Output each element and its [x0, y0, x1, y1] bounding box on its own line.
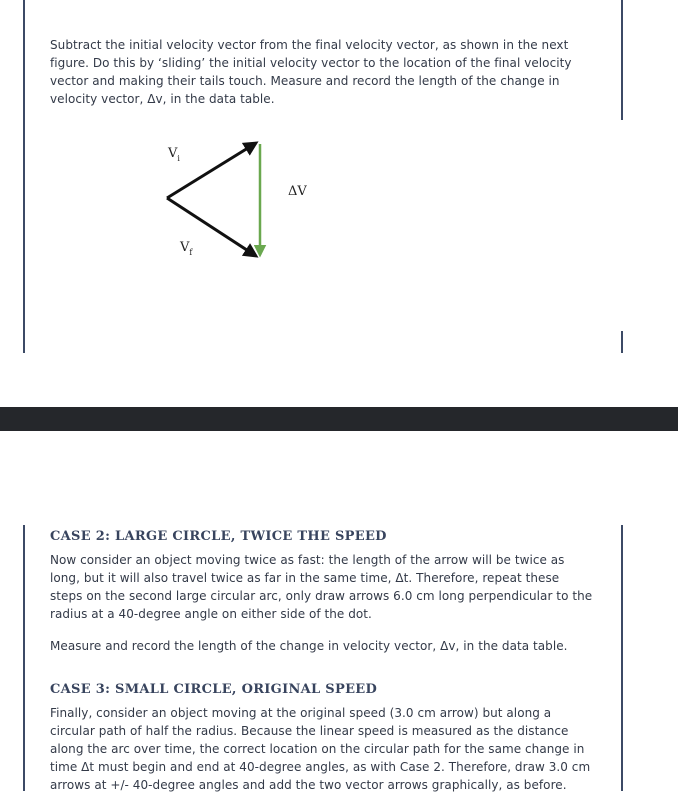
- page2-right-border: [621, 525, 623, 791]
- initial-velocity-vector: [167, 143, 256, 198]
- case3-heading: CASE 3: SMALL CIRCLE, ORIGINAL SPEED: [50, 682, 378, 697]
- label-delta-v: ΔV: [288, 184, 307, 199]
- page2-left-border: [23, 525, 25, 791]
- label-vi: $V_i$: [168, 146, 180, 163]
- case2-paragraph: Now consider an object moving twice as fast: the length of the arrow will be twice as long, but it will also travel twice as far in the same time, Δt. Therefore, repeat these steps on the second large circular arc, only draw arrows 6.0 cm long perpendicular to the radius at a 40-degree angle on either side of the dot.: [50, 553, 593, 621]
- case2-measure-paragraph: Measure and record the length of the change in velocity vector, Δv, in the data table.: [50, 639, 568, 653]
- page-separator-band: [0, 407, 678, 431]
- vector-subtraction-figure: [150, 135, 350, 275]
- label-vf: $V_f$: [180, 240, 193, 257]
- page1-left-border: [23, 0, 25, 353]
- page1-right-border-tick: [621, 331, 623, 353]
- instructions-paragraph: Subtract the initial velocity vector from the final velocity vector, as shown in the next figure. Do this by ‘sliding’ the initial velocity vector to the location of the final velocity vector and making their tails touch. Measure and record the length of the change in velocity vector, Δv, in the data table.: [50, 38, 572, 106]
- case2-heading: CASE 2: LARGE CIRCLE, TWICE THE SPEED: [50, 529, 387, 544]
- case3-paragraph: Finally, consider an object moving at the original speed (3.0 cm arrow) but along a circular path of half the radius. Because the linear speed is measured as the distance along the arc over time, the correct location on the circular path for the same change in time Δt must begin and end at 40-degree angles, as with Case 2. Therefore, draw 3.0 cm arrows at +/- 40-degree angles and add the two vector arrows graphically, as before.: [50, 706, 591, 792]
- page1-right-border: [621, 0, 623, 120]
